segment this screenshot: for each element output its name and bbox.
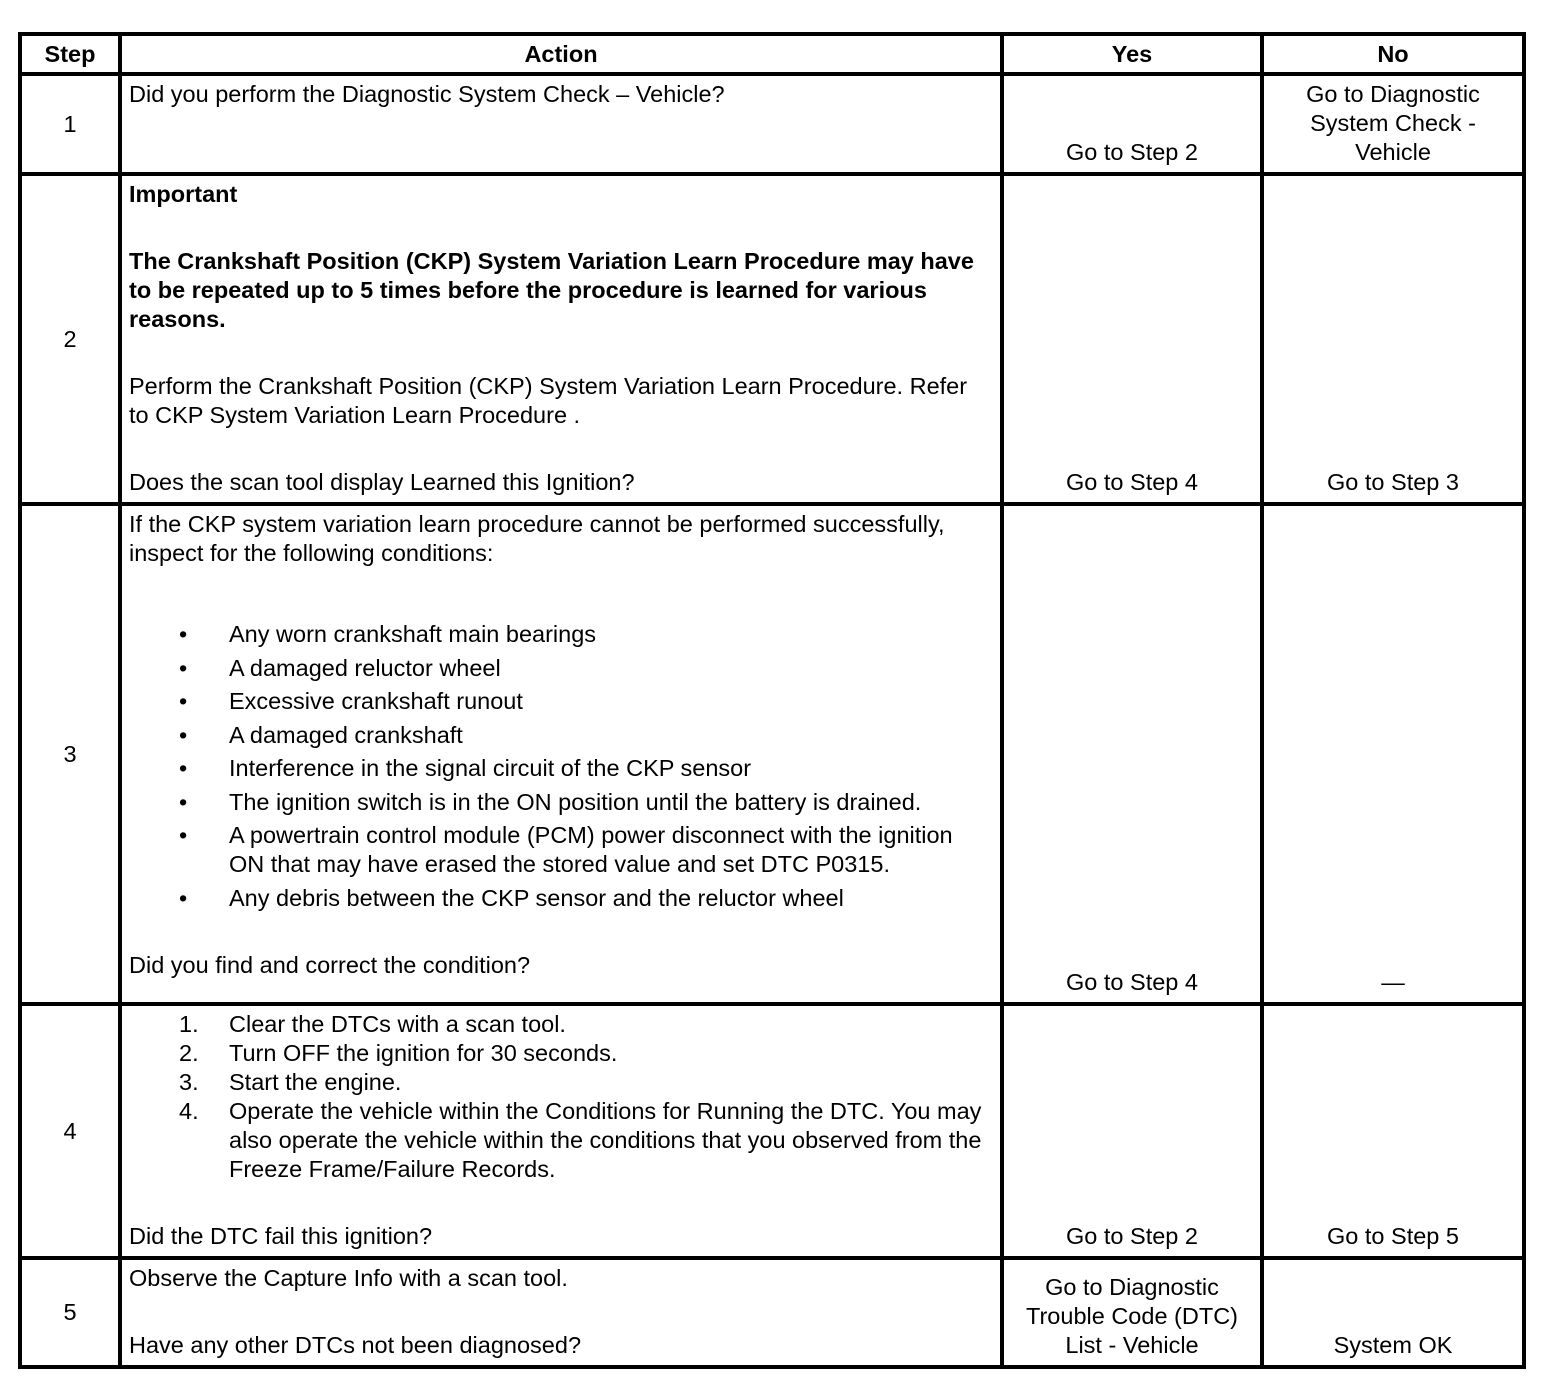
list-item (129, 884, 990, 913)
yes-result: Go to Step 4 (1002, 504, 1262, 1004)
list-item (129, 620, 990, 649)
step-number: 2 (20, 174, 120, 504)
question-text: Did you perform the Diagnostic System Check – Vehicle? (129, 81, 725, 107)
list-item-text: Any worn crankshaft main bearings (229, 621, 597, 647)
bullet-icon: • (179, 654, 188, 681)
list-item-text: A damaged crankshaft (229, 721, 463, 748)
procedure-list (129, 1010, 990, 1184)
list-item (129, 721, 990, 750)
list-item (129, 788, 990, 817)
yes-result: Go to Step 4 (1002, 174, 1262, 504)
list-item (129, 1039, 990, 1068)
list-item-text: Start the engine. (229, 1069, 402, 1095)
action-cell (120, 74, 1002, 174)
condition-list (129, 620, 990, 913)
step-number: 3 (20, 504, 120, 1004)
bullet-icon: • (179, 755, 188, 781)
table-header-row (20, 34, 1524, 74)
list-item-text: Operate the vehicle within the Conditions for Running the DTC. You may also operate the vehicle within the conditions that you observed from the Freeze Frame/Failure Records. (229, 1098, 982, 1182)
step-number: 5 (20, 1258, 120, 1367)
list-item-number: 4. (179, 1098, 199, 1124)
diagnostic-table (18, 32, 1526, 1369)
yes-result: Go to Step 2 (1002, 1004, 1262, 1258)
header-step: Step (20, 34, 120, 74)
header-yes: Yes (1002, 34, 1262, 74)
action-cell (120, 504, 1002, 1004)
table-row-step-3 (20, 504, 1524, 1004)
action-cell (120, 174, 1002, 504)
list-item (129, 654, 990, 683)
question-text: Have any other DTCs not been diagnosed? (129, 1332, 582, 1358)
instruction-text: Perform the Crankshaft Position (CKP) System Variation Learn Procedure. Refer to CKP System Variation Learn Procedure . (129, 373, 968, 428)
no-result: — (1262, 504, 1524, 1004)
list-item-text: The ignition switch is in the ON position until the battery is drained. (229, 788, 922, 815)
table-row-step-4 (20, 1004, 1524, 1258)
list-item-number: 3. (179, 1069, 199, 1095)
important-text: The Crankshaft Position (CKP) System Variation Learn Procedure may have to be repeated up to 5 times before the procedure is learned for various reasons. (129, 248, 974, 332)
step-number: 1 (20, 74, 120, 174)
bullet-icon: • (179, 822, 188, 848)
bullet-icon: • (179, 788, 188, 815)
action-cell (120, 1004, 1002, 1258)
important-label: Important (129, 181, 238, 207)
header-no: No (1262, 34, 1524, 74)
table-row-step-5 (20, 1258, 1524, 1367)
bullet-icon: • (179, 621, 188, 647)
no-result: System OK (1262, 1258, 1524, 1367)
action-cell (120, 1258, 1002, 1367)
list-item-number: 1. (179, 1011, 199, 1037)
list-item-text: Excessive crankshaft runout (229, 688, 523, 714)
intro-text: If the CKP system variation learn procedure cannot be performed successfully, inspect for the following conditions: (129, 511, 945, 566)
list-item (129, 1097, 990, 1184)
list-item-number: 2. (179, 1040, 199, 1066)
list-item (129, 1010, 990, 1039)
list-item-text: Any debris between the CKP sensor and the reluctor wheel (229, 884, 844, 911)
instruction-text: Observe the Capture Info with a scan tool. (129, 1265, 568, 1291)
list-item (129, 1068, 990, 1097)
list-item (129, 754, 990, 783)
bullet-icon: • (179, 721, 188, 748)
question-text: Did the DTC fail this ignition? (129, 1223, 433, 1249)
no-result: Go to Diagnostic System Check - Vehicle (1262, 74, 1524, 174)
table-row-step-2 (20, 174, 1524, 504)
no-result: Go to Step 5 (1262, 1004, 1524, 1258)
list-item-text: Turn OFF the ignition for 30 seconds. (229, 1040, 618, 1066)
list-item (129, 821, 990, 879)
bullet-icon: • (179, 884, 188, 911)
question-text: Did you find and correct the condition? (129, 951, 531, 978)
list-item-text: A damaged reluctor wheel (229, 654, 501, 681)
yes-result: Go to Step 2 (1002, 74, 1262, 174)
bullet-icon: • (179, 688, 188, 714)
list-item-text: Interference in the signal circuit of the CKP sensor (229, 755, 752, 781)
question-text: Does the scan tool display Learned this Ignition? (129, 469, 635, 495)
no-result: Go to Step 3 (1262, 174, 1524, 504)
yes-result: Go to Diagnostic Trouble Code (DTC) List - Vehicle (1002, 1258, 1262, 1367)
table-row-step-1 (20, 74, 1524, 174)
header-action: Action (120, 34, 1002, 74)
step-number: 4 (20, 1004, 120, 1258)
list-item-text: A powertrain control module (PCM) power disconnect with the ignition ON that may have erased the stored value and set DTC P0315. (229, 822, 953, 877)
list-item-text: Clear the DTCs with a scan tool. (229, 1011, 566, 1037)
list-item (129, 687, 990, 716)
